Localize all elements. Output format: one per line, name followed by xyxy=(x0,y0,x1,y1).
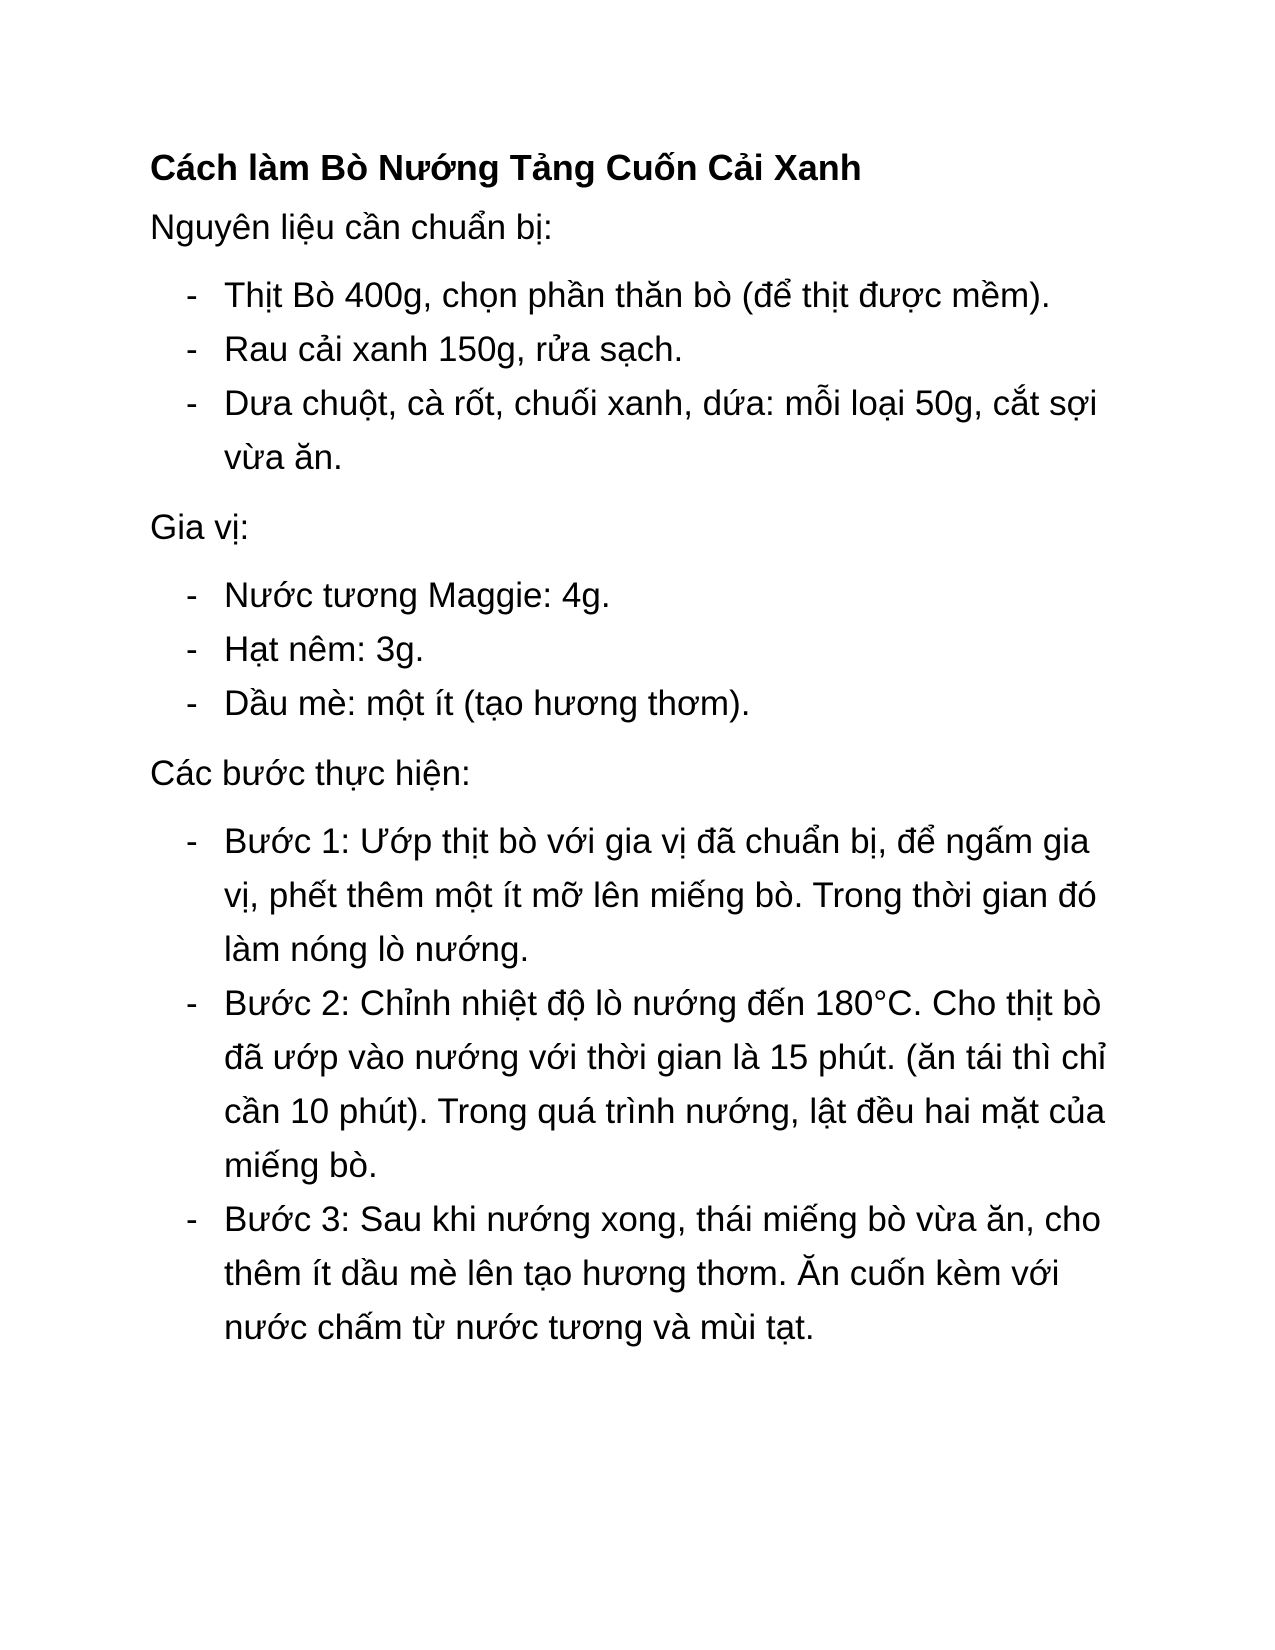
list-item xyxy=(150,323,1130,377)
list-item xyxy=(150,269,1130,323)
bullet-dash: - xyxy=(186,330,198,369)
bullet-dash: - xyxy=(186,276,198,315)
section-seasoning xyxy=(150,505,1130,731)
list-item xyxy=(150,623,1130,677)
section-heading: Các bước thực hiện: xyxy=(150,754,471,793)
list-item xyxy=(150,569,1130,623)
list-item-text: Nước tương Maggie: 4g. xyxy=(224,576,611,615)
bullet-dash: - xyxy=(186,984,198,1023)
bullet-dash: - xyxy=(186,822,198,861)
section-heading: Gia vị: xyxy=(150,508,250,547)
bullet-dash: - xyxy=(186,384,198,423)
list-item-text: Bước 3: Sau khi nướng xong, thái miếng bò vừa ăn, cho thêm ít dầu mè lên tạo hương thơm. Ăn cuốn kèm với nước chấm từ nước tương và mùi tạt. xyxy=(224,1200,1101,1347)
list-item-text: Bước 2: Chỉnh nhiệt độ lò nướng đến 180°C. Cho thịt bò đã ướp vào nướng với thời gian là 15 phút. (ăn tái thì chỉ cần 10 phút). Trong quá trình nướng, lật đều hai mặt của miếng bò. xyxy=(224,984,1106,1185)
list-item xyxy=(150,377,1130,485)
section-heading: Nguyên liệu cần chuẩn bị: xyxy=(150,208,553,247)
list-item xyxy=(150,977,1130,1193)
list-item xyxy=(150,1193,1130,1355)
bullet-dash: - xyxy=(186,576,198,615)
steps-list xyxy=(150,815,1130,1355)
bullet-dash: - xyxy=(186,684,198,723)
list-item xyxy=(150,677,1130,731)
section-ingredients xyxy=(150,205,1130,485)
list-item xyxy=(150,815,1130,977)
list-item-text: Hạt nêm: 3g. xyxy=(224,630,425,669)
list-item-text: Dầu mè: một ít (tạo hương thơm). xyxy=(224,684,751,723)
list-item-text: Bước 1: Ướp thịt bò với gia vị đã chuẩn bị, để ngấm gia vị, phết thêm một ít mỡ lên miếng bò. Trong thời gian đó làm nóng lò nướng. xyxy=(224,822,1097,969)
document-page xyxy=(150,145,1130,1375)
list-item-text: Rau cải xanh 150g, rửa sạch. xyxy=(224,330,684,369)
section-steps xyxy=(150,751,1130,1355)
list-item-text: Thịt Bò 400g, chọn phần thăn bò (để thịt được mềm). xyxy=(224,276,1051,315)
document-title: Cách làm Bò Nướng Tảng Cuốn Cải Xanh xyxy=(150,147,862,188)
bullet-dash: - xyxy=(186,1200,198,1239)
ingredient-list xyxy=(150,269,1130,485)
seasoning-list xyxy=(150,569,1130,731)
bullet-dash: - xyxy=(186,630,198,669)
list-item-text: Dưa chuột, cà rốt, chuối xanh, dứa: mỗi loại 50g, cắt sợi vừa ăn. xyxy=(224,384,1098,477)
